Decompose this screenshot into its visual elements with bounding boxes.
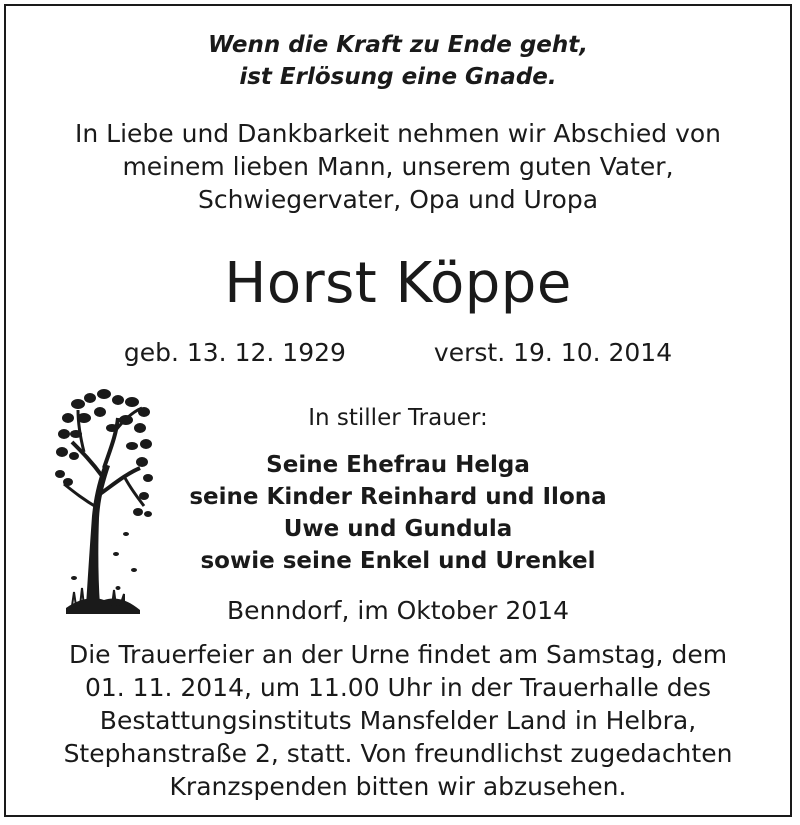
place-date: Benndorf, im Oktober 2014 (227, 596, 569, 625)
mourning-intro: In stiller Trauer: (308, 405, 488, 431)
motto-line-2: ist Erlösung eine Gnade. (239, 64, 557, 90)
mourner-line: Seine Ehefrau Helga (266, 452, 530, 478)
deceased-name: Horst Köppe (224, 251, 572, 316)
birth-date: geb. 13. 12. 1929 (123, 338, 346, 367)
mourner-line: sowie seine Enkel und Urenkel (200, 548, 596, 574)
mourner-line: Uwe und Gundula (283, 516, 513, 542)
intro-line-3: Schwiegervater, Opa und Uropa (197, 185, 599, 214)
mourner-line: seine Kinder Reinhard und Ilona (189, 484, 607, 510)
intro-line-1: In Liebe und Dankbarkeit nehmen wir Abschied von (74, 119, 722, 148)
life-dates (6, 338, 790, 367)
ceremony-line: Stephanstraße 2, statt. Von freundlichst zugedachten (63, 739, 733, 768)
ceremony-line: Bestattungsinstituts Mansfelder Land in Helbra, (99, 706, 697, 735)
ceremony-line: 01. 11. 2014, um 11.00 Uhr in der Trauerhalle des (84, 673, 712, 702)
intro-line-2: meinem lieben Mann, unserem guten Vater, (122, 152, 674, 181)
ceremony-line: Kranzspenden bitten wir abzusehen. (169, 772, 627, 801)
ceremony-line: Die Trauerfeier an der Urne findet am Samstag, dem (68, 640, 728, 669)
death-date: verst. 19. 10. 2014 (433, 338, 673, 367)
obituary-notice (4, 4, 792, 817)
motto-line-1: Wenn die Kraft zu Ende geht, (208, 32, 588, 58)
